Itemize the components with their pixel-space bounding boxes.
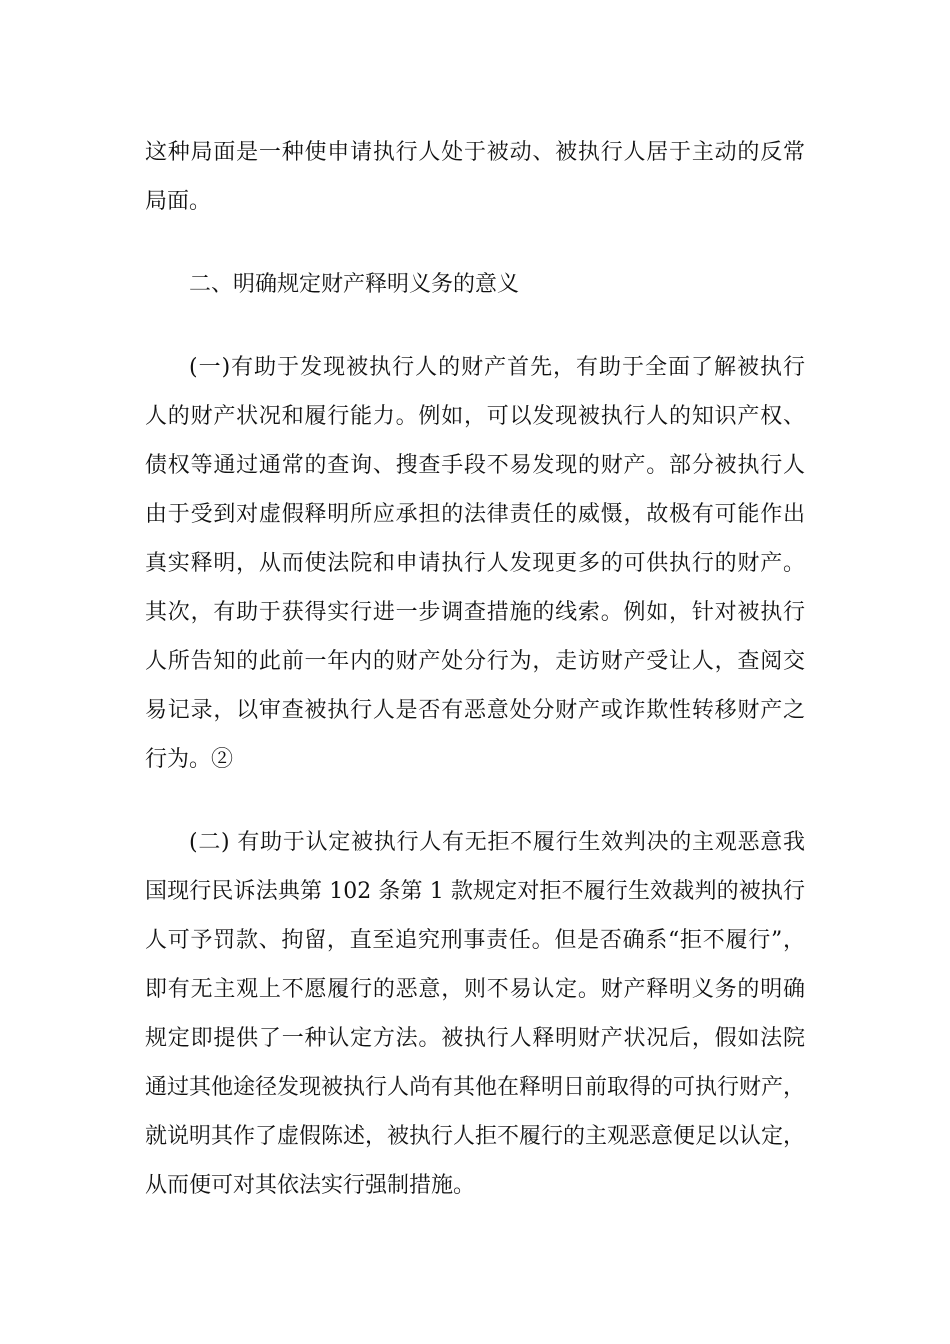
text-line: 人的财产状况和履行能力。例如，可以发现被执行人的知识产权、: [145, 404, 805, 429]
text-line: 行为。②: [145, 747, 234, 772]
text-line: 其次，有助于获得实行进一步调查措施的线索。例如，针对被执行: [145, 600, 805, 625]
text-line: 即有无主观上不愿履行的恶意，则不易认定。财产释明义务的明确: [145, 977, 805, 1002]
section-heading: [145, 260, 805, 309]
paragraph-gap: [145, 309, 805, 343]
paragraph-4: [145, 818, 805, 1210]
text-line: 这种局面是一种使申请执行人处于被动、被执行人居于主动的反常: [145, 140, 805, 165]
text-line: 人所告知的此前一年内的财产处分行为，走访财产受让人，查阅交: [145, 649, 805, 674]
text-line: 债权等通过通常的查询、搜查手段不易发现的财产。部分被执行人: [145, 453, 805, 478]
text-line: (一)有助于发现被执行人的财产首先，有助于全面了解被执行: [189, 355, 805, 380]
paragraph-1: [145, 128, 805, 226]
paragraph-gap: [145, 226, 805, 260]
text-line: 由于受到对虚假释明所应承担的法律责任的威慑，故极有可能作出: [145, 502, 805, 527]
heading-text: 二、明确规定财产释明义务的意义: [189, 272, 520, 297]
paragraph-3: [145, 343, 805, 784]
text-line: 通过其他途径发现被执行人尚有其他在释明日前取得的可执行财产，: [145, 1075, 806, 1100]
text-line: 从而便可对其依法实行强制措施。: [145, 1173, 476, 1198]
text-line: 规定即提供了一种认定方法。被执行人释明财产状况后，假如法院: [145, 1026, 805, 1051]
text-line: (二) 有助于认定被执行人有无拒不履行生效判决的主观恶意我: [189, 830, 805, 855]
text-line: 易记录，以审查被执行人是否有恶意处分财产或诈欺性转移财产之: [145, 698, 805, 723]
text-line: 就说明其作了虚假陈述，被执行人拒不履行的主观恶意便足以认定，: [145, 1124, 806, 1149]
text-line: 国现行民诉法典第 102 条第 1 款规定对拒不履行生效裁判的被执行: [145, 879, 805, 904]
text-line: 真实释明，从而使法院和申请执行人发现更多的可供执行的财产。: [145, 551, 805, 576]
document-body: [145, 128, 805, 1210]
paragraph-gap: [145, 784, 805, 818]
text-line: 局面。: [145, 189, 212, 214]
text-line: 人可予罚款、拘留，直至追究刑事责任。但是否确系“拒不履行”，: [145, 928, 805, 953]
